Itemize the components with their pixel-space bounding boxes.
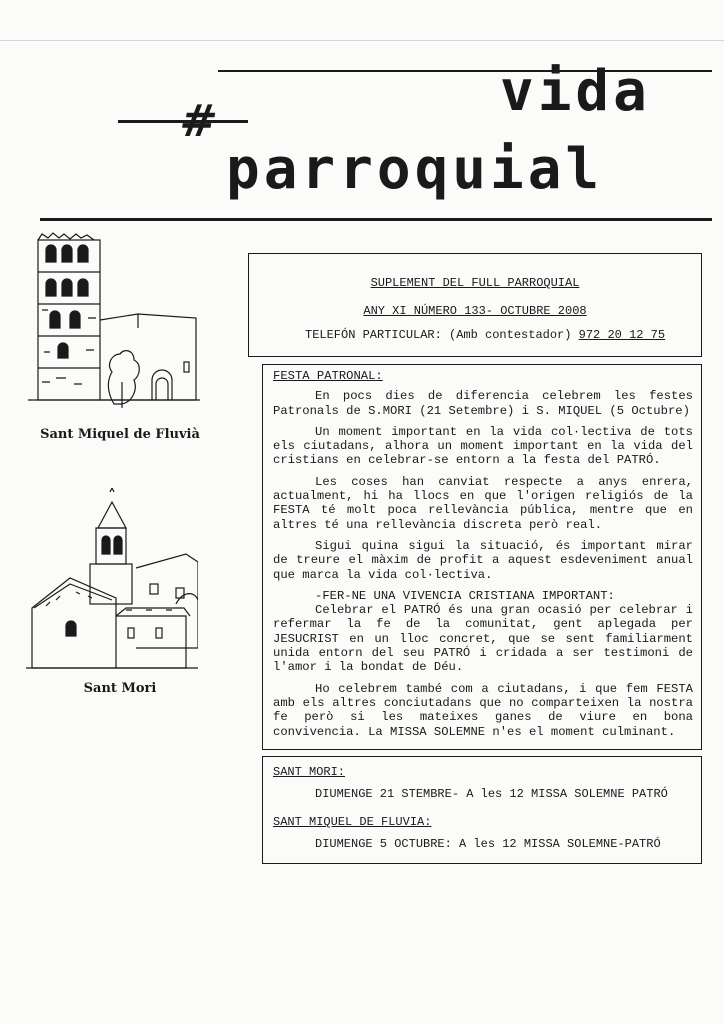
article-paragraph-5: Celebrar el PATRÓ és una gran ocasió per celebrar i refermar la fe de la comunitat, gent aplegada per JESUCRIST en un lloc concret, que se sent familiarment unida entorn del seu PATRÓ i cridada a ser testimoni de l'amor i la bondat de Déu. — [273, 603, 693, 675]
issue-number: ANY XI NÚMERO 133- OCTUBRE 2008 — [363, 304, 587, 318]
schedule-event-1: DIUMENGE 21 STEMBRE- A les 12 MISSA SOLEMNE PATRÓ — [315, 787, 668, 801]
article-paragraph-6: Ho celebrem també com a ciutadans, i que fem FESTA amb els altres conciutadans que no comparteixen la nostra fe però si les mateixes ganes de viure en bona convivencia. La MISSA SOLEMNE n'es el moment culminant. — [273, 681, 693, 739]
church-sant-miquel-illustration — [28, 232, 200, 412]
schedule-place-2: SANT MIQUEL DE FLUVIA: — [273, 815, 432, 829]
header-info-box — [248, 253, 702, 357]
masthead-hash-symbol: # — [176, 96, 221, 147]
caption-sant-miquel: Sant Miquel de Fluvià — [40, 427, 200, 442]
article-paragraph-3: Les coses han canviat respecte a anys enrera, actualment, hi ha llocs en que l'origen religiós de la FESTA té molt poca rellevància pública, mentre que en altres té una rellevància discreta però real. — [273, 474, 693, 532]
article-paragraph-2: Un moment important en la vida col·lectiva de tots els ciutadans, alhora un moment important en la vida del cristians en celebrar-se entorn a la festa del PATRÓ. — [273, 424, 693, 468]
masthead-bottom-rule — [40, 218, 712, 221]
article-paragraph-4: Sigui quina sigui la situació, és important mirar de treure el màxim de profit a aquest esdeveniment anual que marca la vida col·lectiva. — [273, 538, 693, 582]
masthead-word-parroquial: parroquial — [226, 137, 604, 202]
article-heading: FESTA PATRONAL: — [273, 369, 383, 383]
masthead-word-vida: vida — [500, 59, 651, 124]
article-paragraph-1: En pocs dies de diferencia celebrem les festes Patronals de S.MORI (21 Setembre) i S. MIQUEL (5 Octubre) — [273, 389, 693, 418]
schedule-event-2: DIUMENGE 5 OCTUBRE: A les 12 MISSA SOLEMNE-PATRÓ — [315, 837, 661, 851]
phone-label: TELEFÓN PARTICULAR: (Amb contestador) — [305, 328, 572, 342]
schedule-box — [262, 756, 702, 864]
schedule-place-1: SANT MORI: — [273, 765, 346, 779]
article-box — [262, 364, 702, 750]
supplement-title: SUPLEMENT DEL FULL PARROQUIAL — [370, 276, 580, 290]
article-subheading: -FER-NE UNA VIVENCIA CRISTIANA IMPORTANT: — [315, 588, 615, 603]
caption-sant-mori: Sant Mori — [83, 681, 157, 696]
phone-line — [305, 328, 665, 342]
phone-number: 972 20 12 75 — [578, 328, 666, 342]
page-top-rule — [0, 40, 724, 41]
church-sant-mori-illustration — [26, 488, 198, 673]
